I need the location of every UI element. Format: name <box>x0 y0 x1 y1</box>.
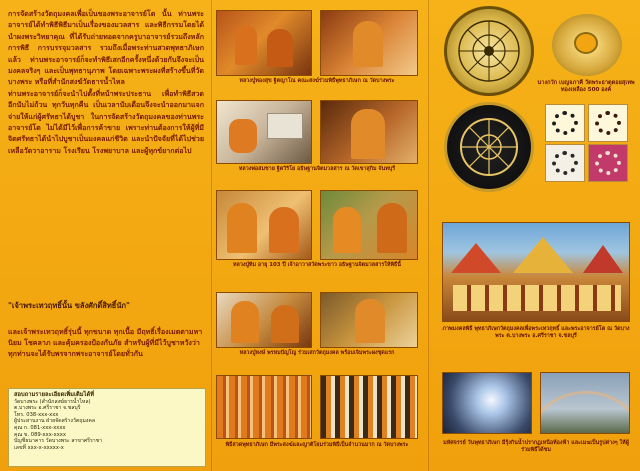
coin-front <box>444 6 534 96</box>
ceremony-photo <box>216 100 312 164</box>
dharma-wheel-icon <box>447 105 531 189</box>
photo-caption: หลวงปู่ทองสุข ฐิตญาโณ คณะสงฆ์ร่วมพิธีพุทธาภิเษก ณ วัดบางพระ <box>239 78 395 84</box>
bracelet-icon <box>552 151 578 175</box>
contact-line: คุณ ข. 089-xxx-xxxx <box>14 431 66 438</box>
contact-line: วัดบางพระ (สำนักสงฆ์ธารน้ำไหล) <box>14 398 91 405</box>
bracelet-icon <box>552 111 578 135</box>
contact-line: โทร. 038-xxx-xxx <box>14 411 59 418</box>
ceremony-photo <box>216 10 312 76</box>
contact-line: บัญชีธนาคาร วัดบางพระ สาขาศรีราชา <box>14 438 103 445</box>
ceremony-photo <box>320 100 418 164</box>
contact-box <box>8 388 206 467</box>
ceremony-photo <box>216 190 312 260</box>
panel-divider <box>428 0 429 471</box>
photo-caption: หลวงปู่ทิม อายุ 103 ปี เจ้าอาวาสวัดพระขาว อธิษฐานจิตมวลสารให้พิธีนี้ <box>232 262 401 268</box>
coin-ring <box>552 14 622 76</box>
bracelet-icon <box>595 111 621 135</box>
ceremony-photo <box>320 10 418 76</box>
crowd-photo <box>320 375 418 439</box>
bracelet-icon <box>595 151 621 175</box>
panel-divider <box>211 0 212 471</box>
contact-line: คุณ ก. 081-xxx-xxxx <box>14 424 66 431</box>
coin-label: นางกวัก เบญจภาคี วัดพระธาตุดอยสุเทพ ทองเหลือง 500 องค์ <box>537 80 635 94</box>
yantra-icon <box>447 9 531 93</box>
bracelet-photo <box>545 144 585 182</box>
story-text <box>8 8 204 156</box>
quote-text: "เจ้าพระเทวฤทธิ์นั้น ขลังศักดิ์สิทธิ์นัก" <box>8 301 130 310</box>
bracelet-photo <box>545 104 585 142</box>
contact-line: ผู้ประสานงาน ฝ่ายจัดสร้างวัตถุมงคล <box>14 418 95 425</box>
ceremony-photo <box>320 292 418 348</box>
ceremony-ground-photo <box>442 222 630 322</box>
rainbow-photo <box>540 372 630 434</box>
ceremony-photo <box>216 292 312 348</box>
photo-caption: มหัศจรรย์ วันพุทธาภิเษก มีรุ้งกินน้ำปรากฏเหนือท้องฟ้า และเมฆเป็นรูปต่างๆ ให้ผู้ร่วมพิธีได้ชม <box>443 440 629 453</box>
contact-line: ต.บางพระ อ.ศรีราชา จ.ชลบุรี <box>14 405 81 412</box>
blessing-text: และเจ้าพระเทวฤทธิ์รุ่นนี้ ทุกขนาด ทุกเนื้อ มีฤทธิ์เรื่องเมตตามหานิยม โชคลาภ และคุ้มครองป้องกันภัย สำหรับผู้ที่มีไว้บูชาหวังว่าทุกท่านจะได้รับพรจากพระอาจารย์โดยทั่วกัน <box>8 327 203 358</box>
story-paragraph: ท่านพระอาจารย์ก็จะนำไปตั้งที่หน้าพระประธาน เพื่อทำพิธีสวดอีกนับไม่ถ้วน ทุกวันทุกคืน เป็นเวลานับเดือนจึงจะนำออกมาแจกจ่ายให้แก่ผู้ศรัทธาได้บูชา ในการจัดสร้างวัตถุมงคลของท่านพระอาจารย์โต ไม่ได้มีไว้เพื่อการค้าขาย เพราะท่านต้องการให้ผู้ที่มีจิตศรัทธาได้นำไปบูชาเป็นมงคลแก่ชีวิต และนำปัจจัยที่ได้ไปช่วยเหลือวัดวาอาราม โรงเรียน โรงพยาบาล และผู้ทุกข์ยากต่อไป <box>8 88 204 155</box>
contact-title: สอบถามรายละเอียดเพิ่มเติมได้ที่ <box>14 392 95 398</box>
photo-caption: หลวงปู่หงษ์ พรหมปัญโญ ร่วมเสกวัตถุมงคล พร้อมเจิมพระผงชุดแรก <box>239 350 395 356</box>
photo-caption: หลวงพ่อสมชาย ฐิตวิริโย อธิษฐานจิตมวลสาร ณ วัดเขาสุกิม จันทบุรี <box>238 166 396 172</box>
ceremony-photo <box>320 190 418 260</box>
crowd-photo <box>216 375 312 439</box>
bracelet-photo <box>588 104 628 142</box>
photo-caption: ภาพมงคลพิธี พุทธาภิเษกวัตถุมงคลเพื่อพระเทวฤทธิ์ และพระอาจารย์โต ณ วัดบางพระ ต.บางพระ อ.ศรีราชา จ.ชลบุรี <box>442 326 630 339</box>
coin-back <box>444 102 534 192</box>
story-paragraph: การจัดสร้างวัตถุมงคลเพื่อเป็นของพระอาจารย์โต นั้น ท่านพระอาจารย์ได้ทำพิธีพิธีมาเป็นเรื่องของมวลสาร และพิธีกรรมโดยได้นำผงพระวิทยาคุณ ที่ได้รับถ่ายทอดจากครูบาอาจารย์รวมถึงหลักการพิธี การบรรจุมวลสาร รวมถึงเมื่อพระท่านสวดพุทธาภิเษกแล้ว ท่านพระอาจารย์ก็จะทำพิธีเสกอีกครั้งหนึ่งด้วยกันจึงจะเป็นมงคลจริงๆ และเป็นพุทธานุภาพ โดยเฉพาะพระผงที่สร้างขึ้นที่วัดบางพระ หรือที่สำนักสงฆ์วัดธารน้ำไหล <box>8 9 204 87</box>
photo-caption: พิธีสวดพุทธาภิเษก มีพระสงฆ์และญาติโยมร่วมพิธีเป็นจำนวนมาก ณ วัดบางพระ <box>225 442 409 448</box>
sky-photo <box>442 372 532 434</box>
bracelet-photo <box>588 144 628 182</box>
contact-line: เลขที่ xxx-x-xxxxx-x <box>14 444 64 451</box>
left-panel <box>0 0 210 471</box>
